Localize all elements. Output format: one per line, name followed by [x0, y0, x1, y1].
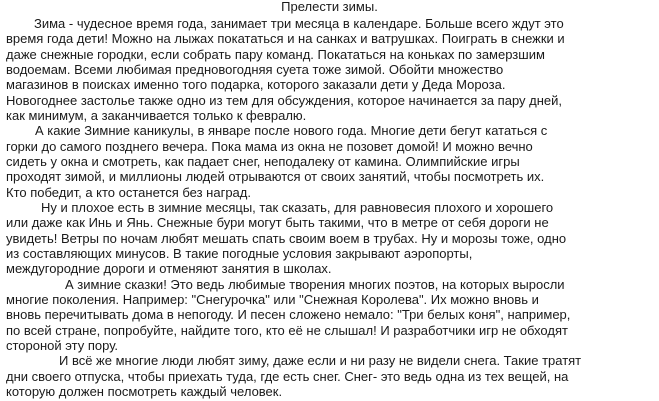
text-line-16: из составляющих минусов. В такие погодные условия закрывают аэропорты,: [6, 246, 473, 261]
text-line-11: проходят зимой, и миллионы людей отрываются от своих занятий, чтобы посмотреть их.: [6, 169, 545, 184]
text-line-2: время года дети! Можно на лыжах покататься и на санках и ватрушках. Поиграть в снежки и: [6, 31, 565, 46]
text-line-7: как минимум, а заканчивается только к февралю.: [6, 108, 307, 123]
text-line-13: Ну и плохое есть в зимние месяцы, так сказать, для равновесия плохого и хорошего: [41, 200, 554, 215]
text-line-9: горки до самого позднего вечера. Пока мама из окна не позовет домой! И можно вечно: [6, 139, 533, 154]
text-line-18: А зимние сказки! Это ведь любимые творения многих поэтов, на которых выросли: [65, 277, 565, 292]
text-line-8: А какие Зимние каникулы, в январе после нового года. Многие дети бегут кататься с: [35, 123, 548, 138]
text-line-10: сидеть у окна и смотреть, как падает снег, неподалеку от камина. Олимпийские игры: [6, 154, 520, 169]
text-line-22: стороной эту пору.: [6, 338, 119, 353]
text-line-1: Зима - чудесное время года, занимает три месяца в календаре. Больше всего ждут это: [34, 16, 564, 31]
text-line-6: Новогоднее застолье также одно из тем для обсуждения, которое начинается за пару дней,: [6, 93, 563, 108]
text-line-24: дни своего отпуска, чтобы приехать туда, где есть снег. Снег- это ведь одна из тех вещей, на: [6, 369, 569, 384]
text-line-21: по всей стране, попробуйте, найдите того, кто её не слышал! И разработчики игр не обходят: [6, 323, 568, 338]
text-line-5: магазинов в поисках именно того подарка, которого заказали дети у Деда Мороза.: [6, 77, 506, 92]
text-line-25: которую должен посмотреть каждый человек.: [6, 384, 283, 399]
text-line-14: или даже как Инь и Янь. Снежные бури могут быть такими, что в метре от себя дороги не: [6, 215, 549, 230]
text-line-15: увидеть! Ветры по ночам любят мешать спать своим воем в трубах. Ну и морозы тоже, одно: [6, 231, 567, 246]
text-line-3: даже снежные городки, если собрать пару команд. Покататься на коньках по замерзшим: [6, 47, 545, 62]
text-line-17: междугородние дороги и отменяют занятия в школах.: [6, 261, 332, 276]
text-line-20: вновь перечитывать дома в непогоду. И песен сложено немало: "Три белых коня", например,: [6, 307, 571, 322]
text-line-4: водоемам. Всеми любимая предновогодняя суета тоже зимой. Обойти множество: [6, 62, 504, 77]
text-line-19: многие поколения. Например: "Снегурочка" или "Снежная Королева". Их можно вновь и: [6, 292, 539, 307]
document-title: Прелести зимы.: [281, 0, 378, 14]
text-line-12: Кто победит, а кто останется без наград.: [6, 185, 251, 200]
text-line-23: И всё же многие люди любят зиму, даже если и ни разу не видели снега. Такие тратят: [59, 353, 582, 368]
